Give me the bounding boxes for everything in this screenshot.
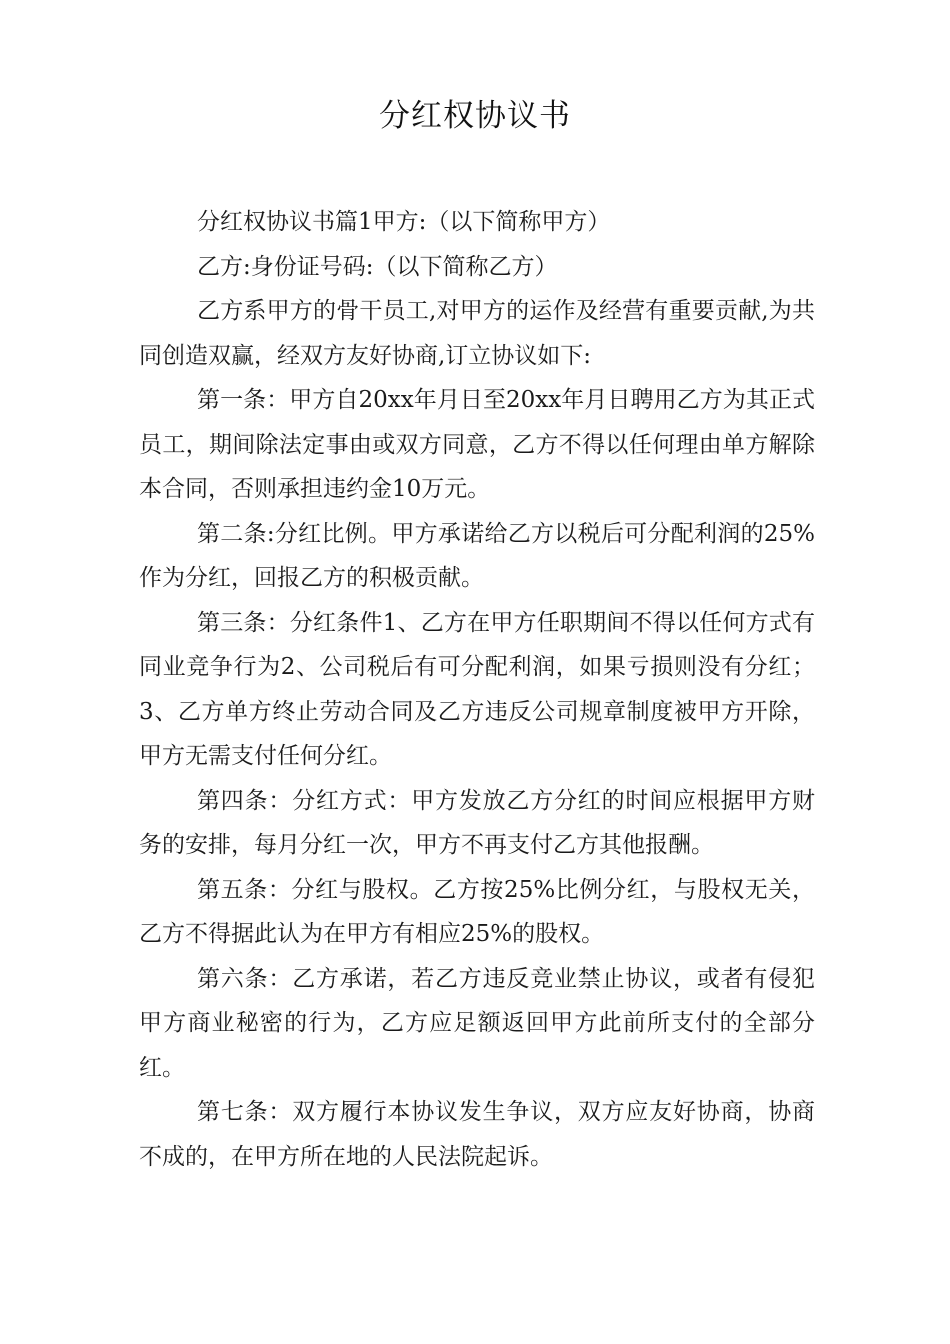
paragraph-article-6: 第六条：乙方承诺，若乙方违反竞业禁止协议，或者有侵犯甲方商业秘密的行为，乙方应足额返回甲方此前所支付的全部分红。 — [139, 965, 815, 1081]
paragraph-article-2: 第二条:分红比例。甲方承诺给乙方以税后可分配利润的25%作为分红，回报乙方的积极贡献。 — [139, 520, 815, 591]
paragraph-intro-party-a: 分红权协议书篇1甲方:（以下简称甲方） — [197, 209, 611, 235]
paragraph-article-7: 第七条：双方履行本协议发生争议，双方应友好协商，协商不成的，在甲方所在地的人民法院起诉。 — [139, 1099, 815, 1170]
paragraph-intro-party-b: 乙方:身份证号码:（以下简称乙方） — [197, 253, 558, 280]
paragraph-preamble: 乙方系甲方的骨干员工,对甲方的运作及经营有重要贡献,为共同创造双赢，经双方友好协商,订立协议如下: — [139, 298, 815, 369]
document-body — [139, 200, 815, 1179]
document-title: 分红权协议书 — [379, 98, 571, 134]
paragraph-article-4: 第四条：分红方式：甲方发放乙方分红的时间应根据甲方财务的安排，每月分红一次，甲方不再支付乙方其他报酬。 — [139, 787, 815, 858]
paragraph-article-3: 第三条：分红条件1、乙方在甲方任职期间不得以任何方式有同业竞争行为2、公司税后有可分配利润，如果亏损则没有分红；3、乙方单方终止劳动合同及乙方违反公司规章制度被甲方开除，甲方无需支付任何分红。 — [139, 609, 815, 769]
paragraph-article-1: 第一条：甲方自20xx年月日至20xx年月日聘用乙方为其正式员工，期间除法定事由或双方同意，乙方不得以任何理由单方解除本合同，否则承担违约金10万元。 — [139, 387, 815, 502]
paragraph-article-5: 第五条：分红与股权。乙方按25%比例分红，与股权无关，乙方不得据此认为在甲方有相应25%的股权。 — [139, 876, 815, 947]
